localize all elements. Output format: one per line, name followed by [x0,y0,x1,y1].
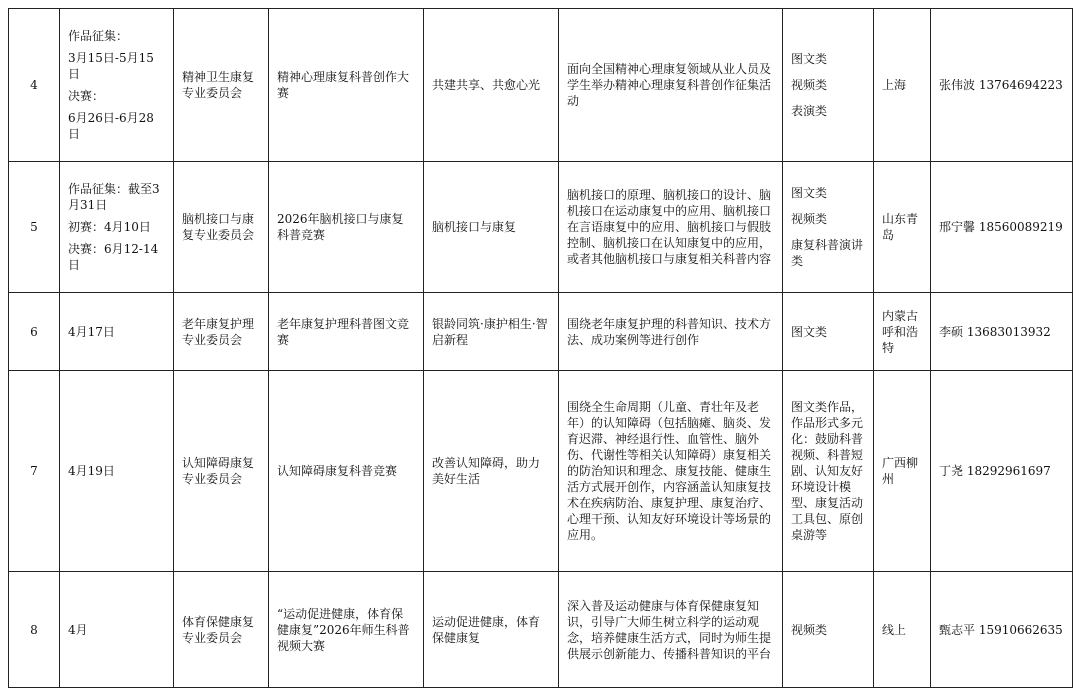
period-line: 作品征集：截至3月31日 [68,182,160,212]
theme-cell: 共建共享、共愈心光 [424,9,559,162]
type-line: 视频类 [791,212,828,226]
type-cell [783,162,874,293]
type-line: 表演类 [791,104,828,118]
table-row [9,162,1073,293]
period-cell [60,572,174,688]
location-cell: 广西柳州 [874,371,931,572]
theme-cell: 运动促进健康，体育保健康复 [424,572,559,688]
location-cell: 线上 [874,572,931,688]
table-row [9,572,1073,688]
content-cell: 深入普及运动健康与体育保健康复知识，引导广大师生树立科学的运动观念，培养健康生活方式，同时为师生提供展示创新能力、传播科普知识的平台 [559,572,783,688]
type-line: 图文类 [791,52,828,66]
activity-table [8,8,1073,688]
period-cell [60,9,174,162]
event-cell: 老年康复护理科普图文竞赛 [269,293,424,371]
location-cell: 上海 [874,9,931,162]
period-line: 4月19日 [68,464,115,478]
period-line: 4月17日 [68,324,115,339]
table-row [9,293,1073,371]
organizer-cell: 体育保健康复专业委员会 [174,572,269,688]
contact-cell: 甄志平 15910662635 [931,572,1073,688]
organizer-cell: 认知障碍康复专业委员会 [174,371,269,572]
period-line: 6月26日-6月28日 [68,111,154,141]
contact-cell: 李硕 13683013932 [931,293,1073,371]
contact-cell: 丁尧 18292961697 [931,371,1073,572]
event-cell: 精神心理康复科普创作大赛 [269,9,424,162]
contact-cell: 张伟波 13764694223 [931,9,1073,162]
location-cell: 内蒙古呼和浩特 [874,293,931,371]
type-cell [783,9,874,162]
period-line: 决赛：6月12-14日 [68,242,159,272]
period-cell [60,293,174,371]
row-number: 8 [9,572,60,688]
row-number: 4 [9,9,60,162]
type-line: 康复科普演讲类 [791,238,864,268]
type-line: 视频类 [791,78,828,92]
period-line: 作品征集： [68,29,129,43]
location-cell: 山东青岛 [874,162,931,293]
event-cell: 认知障碍康复科普竞赛 [269,371,424,572]
organizer-cell: 脑机接口与康复专业委员会 [174,162,269,293]
type-cell [783,293,874,371]
event-cell: “运动促进健康，体育保健康复”2026年师生科普视频大赛 [269,572,424,688]
type-line: 视频类 [791,622,828,637]
content-cell: 脑机接口的原理、脑机接口的设计、脑机接口在运动康复中的应用、脑机接口在言语康复中的应用、脑机接口与假肢控制、脑机接口在认知康复中的应用，或者其他脑机接口与康复相关科普内容 [559,162,783,293]
table-row [9,371,1073,572]
contact-cell: 邢宁馨 18560089219 [931,162,1073,293]
period-line: 初赛：4月10日 [68,220,151,234]
organizer-cell: 精神卫生康复专业委员会 [174,9,269,162]
period-line: 决赛： [68,89,105,103]
period-line: 3月15日-5月15日 [68,51,154,81]
type-cell [783,371,874,572]
content-cell: 面向全国精神心理康复领域从业人员及学生举办精神心理康复科普创作征集活动 [559,9,783,162]
event-cell: 2026年脑机接口与康复科普竞赛 [269,162,424,293]
row-number: 7 [9,371,60,572]
type-line: 图文类 [791,186,828,200]
type-cell [783,572,874,688]
theme-cell: 脑机接口与康复 [424,162,559,293]
row-number: 6 [9,293,60,371]
table-row [9,9,1073,162]
content-cell: 围绕全生命周期（儿童、青壮年及老年）的认知障碍（包括脑瘫、脑炎、发育迟滞、神经退行性、血管性、脑外伤、代谢性等相关认知障碍）康复相关的防治知识和理念、康复技能、健康生活方式展开创作，内容涵盖认知康复技术在疾病防治、康复护理、康复治疗、心理干预、认知友好环境设计等场景的应用。 [559,371,783,572]
period-cell [60,371,174,572]
organizer-cell: 老年康复护理专业委员会 [174,293,269,371]
theme-cell: 银龄同筑·康护相生·智启新程 [424,293,559,371]
content-cell: 围绕老年康复护理的科普知识、技术方法、成功案例等进行创作 [559,293,783,371]
type-line: 图文类 [791,324,828,339]
period-line: 4月 [68,622,88,637]
period-cell [60,162,174,293]
type-line: 图文类作品，作品形式多元化：鼓励科普视频、科普短剧、认知友好环境设计模型、康复活动工具包、原创桌游等 [791,400,864,542]
theme-cell: 改善认知障碍，助力美好生活 [424,371,559,572]
row-number: 5 [9,162,60,293]
